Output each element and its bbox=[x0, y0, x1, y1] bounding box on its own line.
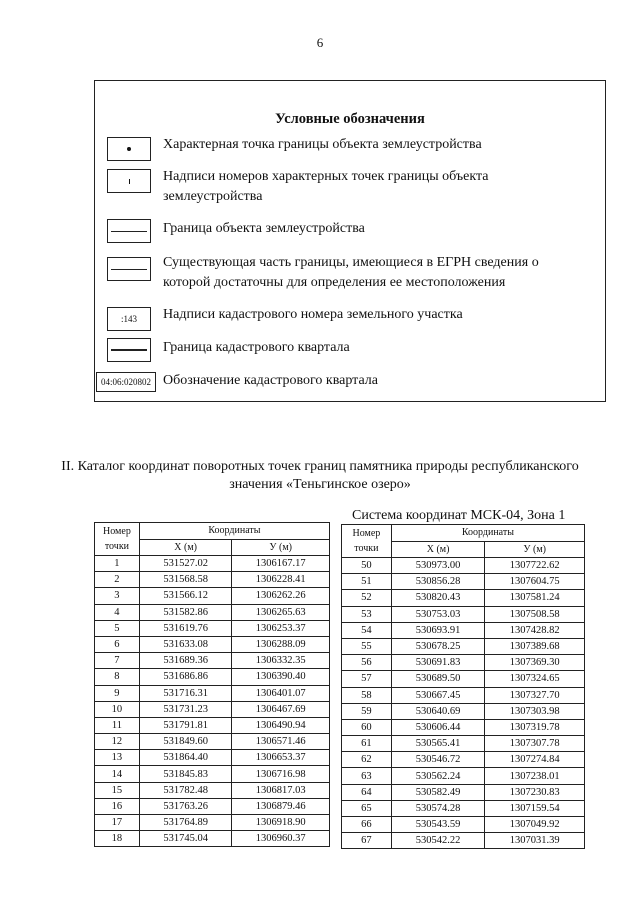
cell-y: 1307274.84 bbox=[485, 752, 585, 768]
table-row bbox=[95, 669, 330, 685]
cell-x: 530820.43 bbox=[391, 590, 485, 606]
table-row bbox=[95, 588, 330, 604]
cell-x: 530543.59 bbox=[391, 817, 485, 833]
header-point-no: Номер точки bbox=[342, 525, 392, 558]
coordinates-table-right bbox=[341, 524, 585, 849]
cell-y: 1306960.37 bbox=[232, 831, 330, 847]
table-row bbox=[342, 817, 585, 833]
cell-point-no: 52 bbox=[342, 590, 392, 606]
table-row bbox=[342, 606, 585, 622]
table-row bbox=[95, 653, 330, 669]
cell-point-no: 60 bbox=[342, 719, 392, 735]
cell-point-no: 66 bbox=[342, 817, 392, 833]
header-coordinates: Координаты bbox=[391, 525, 584, 542]
cell-y: 1307049.92 bbox=[485, 817, 585, 833]
table-row bbox=[95, 604, 330, 620]
table-row bbox=[342, 800, 585, 816]
cell-x: 530678.25 bbox=[391, 638, 485, 654]
table-row bbox=[342, 736, 585, 752]
cell-y: 1306817.03 bbox=[232, 782, 330, 798]
cell-y: 1306262.26 bbox=[232, 588, 330, 604]
legend-symbol bbox=[107, 257, 151, 281]
line-icon bbox=[111, 231, 147, 232]
cell-y: 1306390.40 bbox=[232, 669, 330, 685]
table-row bbox=[342, 833, 585, 849]
cell-x: 531582.86 bbox=[139, 604, 232, 620]
cell-point-no: 17 bbox=[95, 815, 140, 831]
cell-x: 531619.76 bbox=[139, 620, 232, 636]
thick-line-icon bbox=[111, 349, 147, 351]
cell-point-no: 9 bbox=[95, 685, 140, 701]
cell-x: 531633.08 bbox=[139, 636, 232, 652]
table-row bbox=[342, 719, 585, 735]
cell-y: 1307307.78 bbox=[485, 736, 585, 752]
table-row bbox=[342, 784, 585, 800]
cell-x: 530582.49 bbox=[391, 784, 485, 800]
cell-point-no: 18 bbox=[95, 831, 140, 847]
cell-y: 1306490.94 bbox=[232, 717, 330, 733]
cell-point-no: 64 bbox=[342, 784, 392, 800]
cell-point-no: 11 bbox=[95, 717, 140, 733]
cell-x: 531686.86 bbox=[139, 669, 232, 685]
cell-x: 531527.02 bbox=[139, 556, 232, 572]
cell-point-no: 55 bbox=[342, 638, 392, 654]
table-row bbox=[95, 556, 330, 572]
table-row bbox=[95, 831, 330, 847]
cell-y: 1306228.41 bbox=[232, 572, 330, 588]
cell-y: 1307319.78 bbox=[485, 719, 585, 735]
legend-text: Надписи кадастрового номера земельного участка bbox=[163, 307, 463, 322]
cell-point-no: 53 bbox=[342, 606, 392, 622]
legend-symbol bbox=[107, 169, 151, 193]
cell-y: 1306571.46 bbox=[232, 734, 330, 750]
cell-x: 531731.23 bbox=[139, 701, 232, 717]
cell-y: 1307722.62 bbox=[485, 558, 585, 574]
table-row bbox=[342, 558, 585, 574]
cell-x: 531849.60 bbox=[139, 734, 232, 750]
cell-y: 1307324.65 bbox=[485, 671, 585, 687]
cell-x: 531845.83 bbox=[139, 766, 232, 782]
cell-x: 530753.03 bbox=[391, 606, 485, 622]
cell-point-no: 8 bbox=[95, 669, 140, 685]
page-number: 6 bbox=[316, 35, 324, 50]
table-row bbox=[342, 703, 585, 719]
cell-x: 530689.50 bbox=[391, 671, 485, 687]
cell-y: 1307581.24 bbox=[485, 590, 585, 606]
line-icon bbox=[111, 269, 147, 270]
header-x: X (м) bbox=[391, 541, 485, 558]
table-row bbox=[95, 620, 330, 636]
legend-text: Граница кадастрового квартала bbox=[163, 340, 350, 355]
cell-x: 531745.04 bbox=[139, 831, 232, 847]
table-row bbox=[95, 636, 330, 652]
cell-y: 1307303.98 bbox=[485, 703, 585, 719]
table-row bbox=[342, 622, 585, 638]
cell-x: 531568.58 bbox=[139, 572, 232, 588]
dot-icon bbox=[127, 147, 131, 151]
cell-point-no: 6 bbox=[95, 636, 140, 652]
legend-text: Граница объекта землеустройства bbox=[163, 221, 365, 236]
header-y: У (м) bbox=[232, 539, 330, 556]
cell-x: 531716.31 bbox=[139, 685, 232, 701]
cell-point-no: 62 bbox=[342, 752, 392, 768]
cell-point-no: 13 bbox=[95, 750, 140, 766]
cell-y: 1307327.70 bbox=[485, 687, 585, 703]
cell-point-no: 3 bbox=[95, 588, 140, 604]
table-row bbox=[95, 798, 330, 814]
coord-system-label: Система координат МСК-04, Зона 1 bbox=[352, 508, 566, 523]
header-x: X (м) bbox=[139, 539, 232, 556]
table-row bbox=[95, 701, 330, 717]
cell-y: 1307031.39 bbox=[485, 833, 585, 849]
cell-y: 1306716.98 bbox=[232, 766, 330, 782]
legend-symbol: :143 bbox=[107, 307, 151, 331]
cell-x: 531782.48 bbox=[139, 782, 232, 798]
cell-x: 530542.22 bbox=[391, 833, 485, 849]
header-y: У (м) bbox=[485, 541, 585, 558]
cell-x: 530973.00 bbox=[391, 558, 485, 574]
cell-y: 1306467.69 bbox=[232, 701, 330, 717]
cell-point-no: 4 bbox=[95, 604, 140, 620]
table-row bbox=[95, 750, 330, 766]
cell-point-no: 56 bbox=[342, 655, 392, 671]
cell-point-no: 61 bbox=[342, 736, 392, 752]
cell-y: 1307428.82 bbox=[485, 622, 585, 638]
cell-y: 1306288.09 bbox=[232, 636, 330, 652]
cell-point-no: 50 bbox=[342, 558, 392, 574]
legend-text: Обозначение кадастрового квартала bbox=[163, 373, 378, 388]
header-coordinates: Координаты bbox=[139, 523, 329, 540]
cell-point-no: 14 bbox=[95, 766, 140, 782]
legend-title: Условные обозначения bbox=[275, 111, 425, 127]
legend-text: Надписи номеров характерных точек границы объекта землеустройства bbox=[163, 169, 489, 204]
cell-point-no: 65 bbox=[342, 800, 392, 816]
table-row bbox=[95, 717, 330, 733]
legend-text: Существующая часть границы, имеющиеся в ЕГРН сведения о которой достаточны для определения ее местоположения bbox=[163, 255, 539, 290]
cell-point-no: 1 bbox=[95, 556, 140, 572]
table-row bbox=[342, 638, 585, 654]
table-row bbox=[342, 590, 585, 606]
table-row bbox=[95, 766, 330, 782]
cell-y: 1306879.46 bbox=[232, 798, 330, 814]
table-row bbox=[95, 782, 330, 798]
cell-y: 1307159.54 bbox=[485, 800, 585, 816]
tick-icon bbox=[129, 179, 130, 184]
cell-point-no: 5 bbox=[95, 620, 140, 636]
cell-y: 1306253.37 bbox=[232, 620, 330, 636]
cell-x: 530562.24 bbox=[391, 768, 485, 784]
cell-x: 530856.28 bbox=[391, 574, 485, 590]
cell-x: 530574.28 bbox=[391, 800, 485, 816]
cell-y: 1306401.07 bbox=[232, 685, 330, 701]
cell-x: 531791.81 bbox=[139, 717, 232, 733]
table-row bbox=[342, 671, 585, 687]
cell-y: 1306332.35 bbox=[232, 653, 330, 669]
cell-x: 530606.44 bbox=[391, 719, 485, 735]
cell-x: 530546.72 bbox=[391, 752, 485, 768]
cell-point-no: 16 bbox=[95, 798, 140, 814]
cell-x: 530565.41 bbox=[391, 736, 485, 752]
cell-point-no: 51 bbox=[342, 574, 392, 590]
header-point-no: Номер точки bbox=[95, 523, 140, 556]
legend-box bbox=[94, 80, 606, 402]
cell-x: 531763.26 bbox=[139, 798, 232, 814]
cell-y: 1306918.90 bbox=[232, 815, 330, 831]
cell-point-no: 54 bbox=[342, 622, 392, 638]
legend-symbol bbox=[107, 219, 151, 243]
table-row bbox=[342, 768, 585, 784]
legend-symbol bbox=[107, 137, 151, 161]
cell-y: 1307230.83 bbox=[485, 784, 585, 800]
cell-y: 1307238.01 bbox=[485, 768, 585, 784]
legend-symbol bbox=[107, 338, 151, 362]
legend-text: Характерная точка границы объекта землеустройства bbox=[163, 137, 482, 152]
cell-point-no: 15 bbox=[95, 782, 140, 798]
cell-point-no: 63 bbox=[342, 768, 392, 784]
section-title: II. Каталог координат поворотных точек границ памятника природы республиканского значения «Теньгинское озеро» bbox=[61, 459, 579, 492]
cell-y: 1306265.63 bbox=[232, 604, 330, 620]
table-row bbox=[95, 685, 330, 701]
cell-point-no: 10 bbox=[95, 701, 140, 717]
table-row bbox=[95, 572, 330, 588]
cell-x: 530640.69 bbox=[391, 703, 485, 719]
cell-point-no: 57 bbox=[342, 671, 392, 687]
table-row bbox=[342, 687, 585, 703]
cell-y: 1307389.68 bbox=[485, 638, 585, 654]
cell-x: 531566.12 bbox=[139, 588, 232, 604]
table-row bbox=[95, 734, 330, 750]
legend-symbol: 04:06:020802 bbox=[96, 372, 156, 392]
cell-y: 1307508.58 bbox=[485, 606, 585, 622]
cell-x: 531689.36 bbox=[139, 653, 232, 669]
cell-point-no: 7 bbox=[95, 653, 140, 669]
cell-point-no: 67 bbox=[342, 833, 392, 849]
table-row bbox=[342, 752, 585, 768]
cell-x: 531864.40 bbox=[139, 750, 232, 766]
cell-x: 531764.89 bbox=[139, 815, 232, 831]
cell-x: 530693.91 bbox=[391, 622, 485, 638]
cell-y: 1307604.75 bbox=[485, 574, 585, 590]
table-row bbox=[95, 815, 330, 831]
cell-point-no: 12 bbox=[95, 734, 140, 750]
cell-point-no: 2 bbox=[95, 572, 140, 588]
cell-point-no: 58 bbox=[342, 687, 392, 703]
cell-y: 1307369.30 bbox=[485, 655, 585, 671]
cell-x: 530691.83 bbox=[391, 655, 485, 671]
cell-point-no: 59 bbox=[342, 703, 392, 719]
table-row bbox=[342, 655, 585, 671]
cell-y: 1306167.17 bbox=[232, 556, 330, 572]
table-row bbox=[342, 574, 585, 590]
cell-y: 1306653.37 bbox=[232, 750, 330, 766]
cell-x: 530667.45 bbox=[391, 687, 485, 703]
coordinates-table-left bbox=[94, 522, 330, 847]
